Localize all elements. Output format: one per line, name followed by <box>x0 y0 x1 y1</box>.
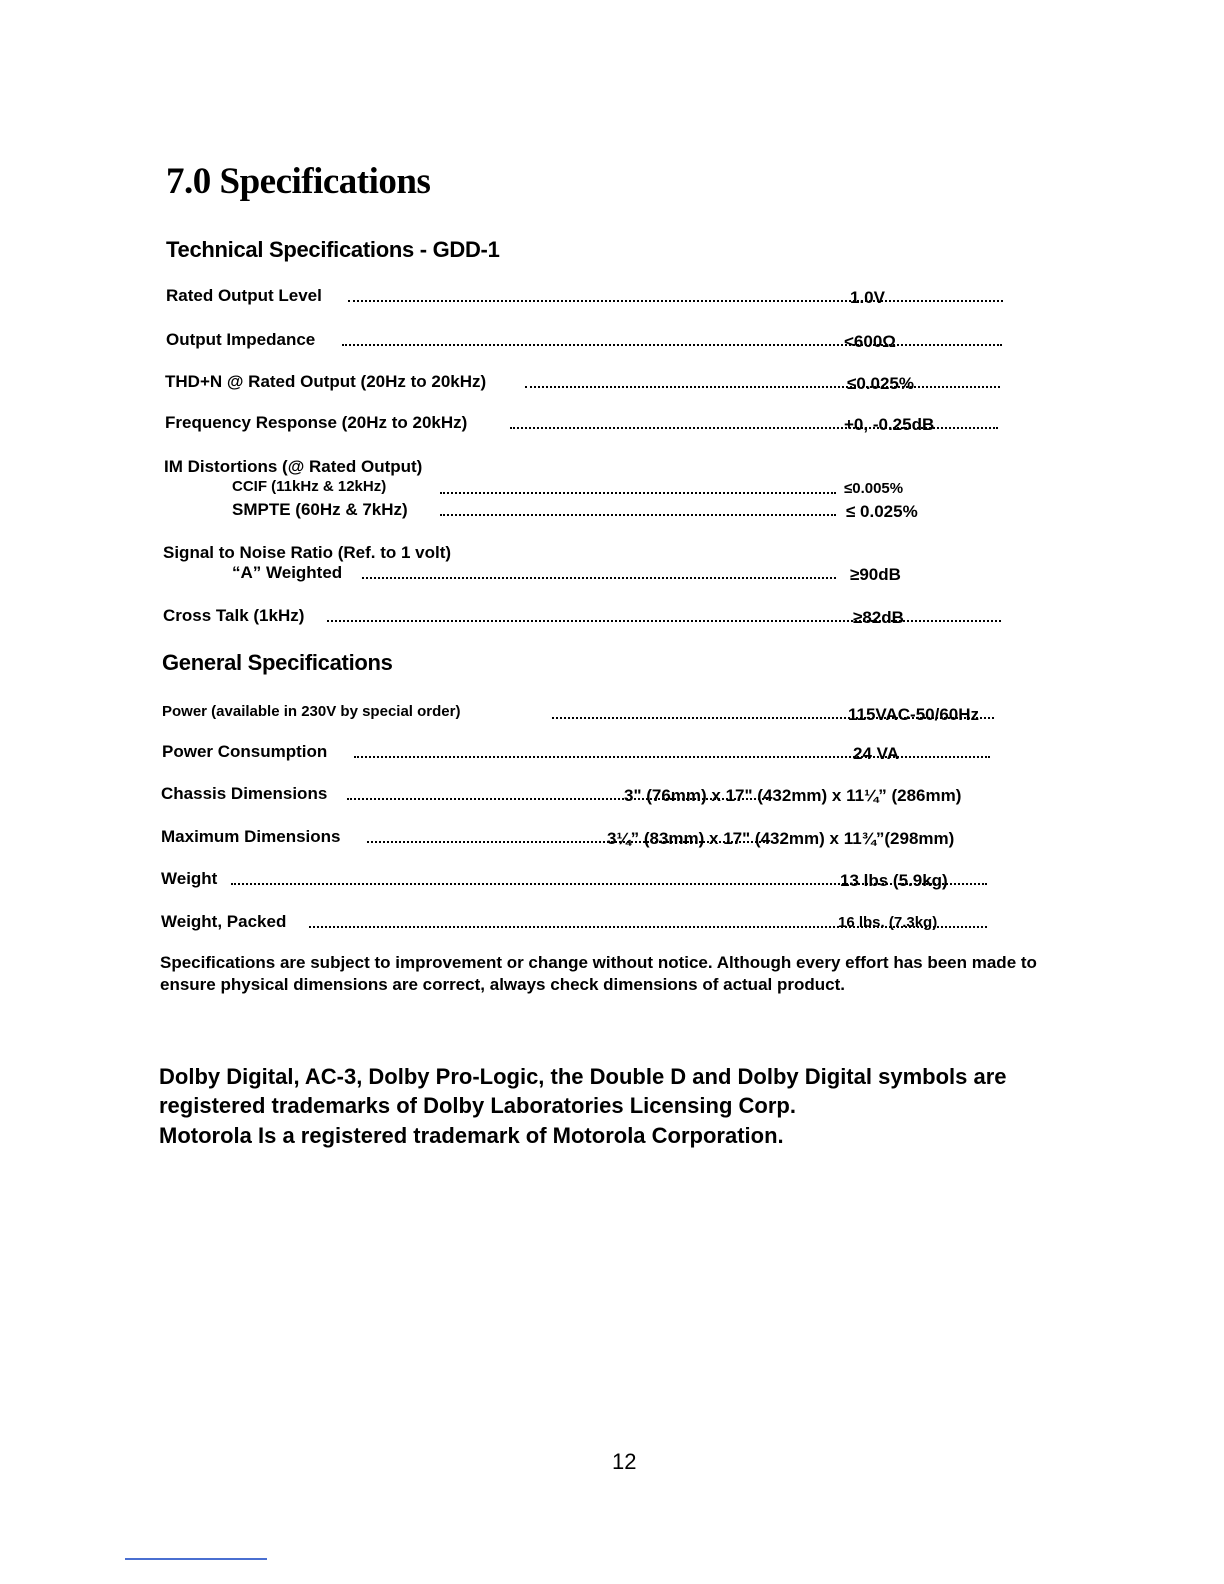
spec-value: 24 VA <box>853 744 899 763</box>
spec-label: THD+N @ Rated Output (20Hz to 20kHz) <box>165 372 487 391</box>
spec-label: Chassis Dimensions <box>161 784 328 803</box>
spec-row-ccif <box>232 478 932 502</box>
spec-value: +0, -0.25dB <box>844 415 935 434</box>
spec-row-power <box>162 703 1002 727</box>
spec-value: ≥82dB <box>853 608 904 627</box>
spec-value: 13 lbs (5.9kg) <box>840 871 948 890</box>
spec-row-power-consumption <box>162 742 922 766</box>
dolby-trademark-text: Dolby Digital, AC-3, Dolby Pro-Logic, the Double D and Dolby Digital symbols are registered trademarks of Dolby Laboratories Licensing Corp. <box>159 1064 1007 1118</box>
page-number: 12 <box>612 1449 637 1474</box>
general-specs-heading: General Specifications <box>162 650 393 675</box>
spec-value: 3" (76mm) x 17" (432mm) x 11¼” (286mm) <box>624 786 962 805</box>
spec-label: Maximum Dimensions <box>161 827 341 846</box>
spec-value: ≥90dB <box>850 565 901 584</box>
spec-row-output-impedance <box>166 330 906 354</box>
spec-label: SMPTE (60Hz & 7kHz) <box>232 500 408 519</box>
spec-row-frequency-response <box>165 413 945 437</box>
spec-value: 1.0V <box>850 288 885 307</box>
spec-value: 16 lbs. (7.3kg) <box>838 914 938 931</box>
spec-row-thd <box>165 372 925 396</box>
spec-value: ≤ 0.025% <box>846 502 918 521</box>
spec-row-rated-output-level <box>166 286 906 310</box>
dot-leader <box>348 286 1003 302</box>
spec-label: Cross Talk (1kHz) <box>163 606 305 625</box>
spec-row-weight <box>161 869 981 893</box>
dot-leader <box>525 372 1000 388</box>
snr-heading: Signal to Noise Ratio (Ref. to 1 volt) <box>163 543 452 562</box>
spec-label: Output Impedance <box>166 330 316 349</box>
spec-label: “A” Weighted <box>232 563 343 582</box>
spec-label: Rated Output Level <box>166 286 322 305</box>
spec-row-a-weighted <box>232 563 912 587</box>
spec-label: Power (available in 230V by special order) <box>162 703 461 720</box>
spec-label: Power Consumption <box>162 742 328 761</box>
spec-row-smpte <box>232 500 932 524</box>
spec-label: Weight, Packed <box>161 912 287 931</box>
dot-leader <box>440 500 836 516</box>
dot-leader <box>440 478 836 494</box>
spec-row-weight-packed <box>161 912 981 936</box>
footer-rule <box>125 1558 267 1560</box>
dot-leader <box>362 563 836 579</box>
spec-row-maximum-dimensions <box>161 827 1031 851</box>
spec-value: <600Ω <box>844 332 896 351</box>
technical-specs-heading: Technical Specifications - GDD-1 <box>166 237 500 262</box>
dot-leader <box>342 330 1002 346</box>
spec-label: Frequency Response (20Hz to 20kHz) <box>165 413 468 432</box>
spec-value: ≤0.005% <box>844 480 904 497</box>
page-title: 7.0 Specifications <box>166 161 431 202</box>
spec-value: 115VAC-50/60Hz <box>848 705 980 724</box>
spec-row-chassis-dimensions <box>161 784 1021 808</box>
disclaimer-text: Specifications are subject to improvement or change without notice. Although every effort has been made to ensure physical dimensions are correct, always check dimensions of actual product. <box>160 953 1037 994</box>
im-distortions-heading: IM Distortions (@ Rated Output) <box>164 457 423 476</box>
spec-row-cross-talk <box>163 606 913 630</box>
spec-label: CCIF (11kHz & 12kHz) <box>232 478 387 495</box>
spec-label: Weight <box>161 869 218 888</box>
spec-value: 3¼” (83mm) x 17" (432mm) x 11¾”(298mm) <box>607 829 955 848</box>
spec-value: ≤0.025% <box>847 374 914 393</box>
motorola-trademark-text: Motorola Is a registered trademark of Motorola Corporation. <box>159 1123 784 1148</box>
